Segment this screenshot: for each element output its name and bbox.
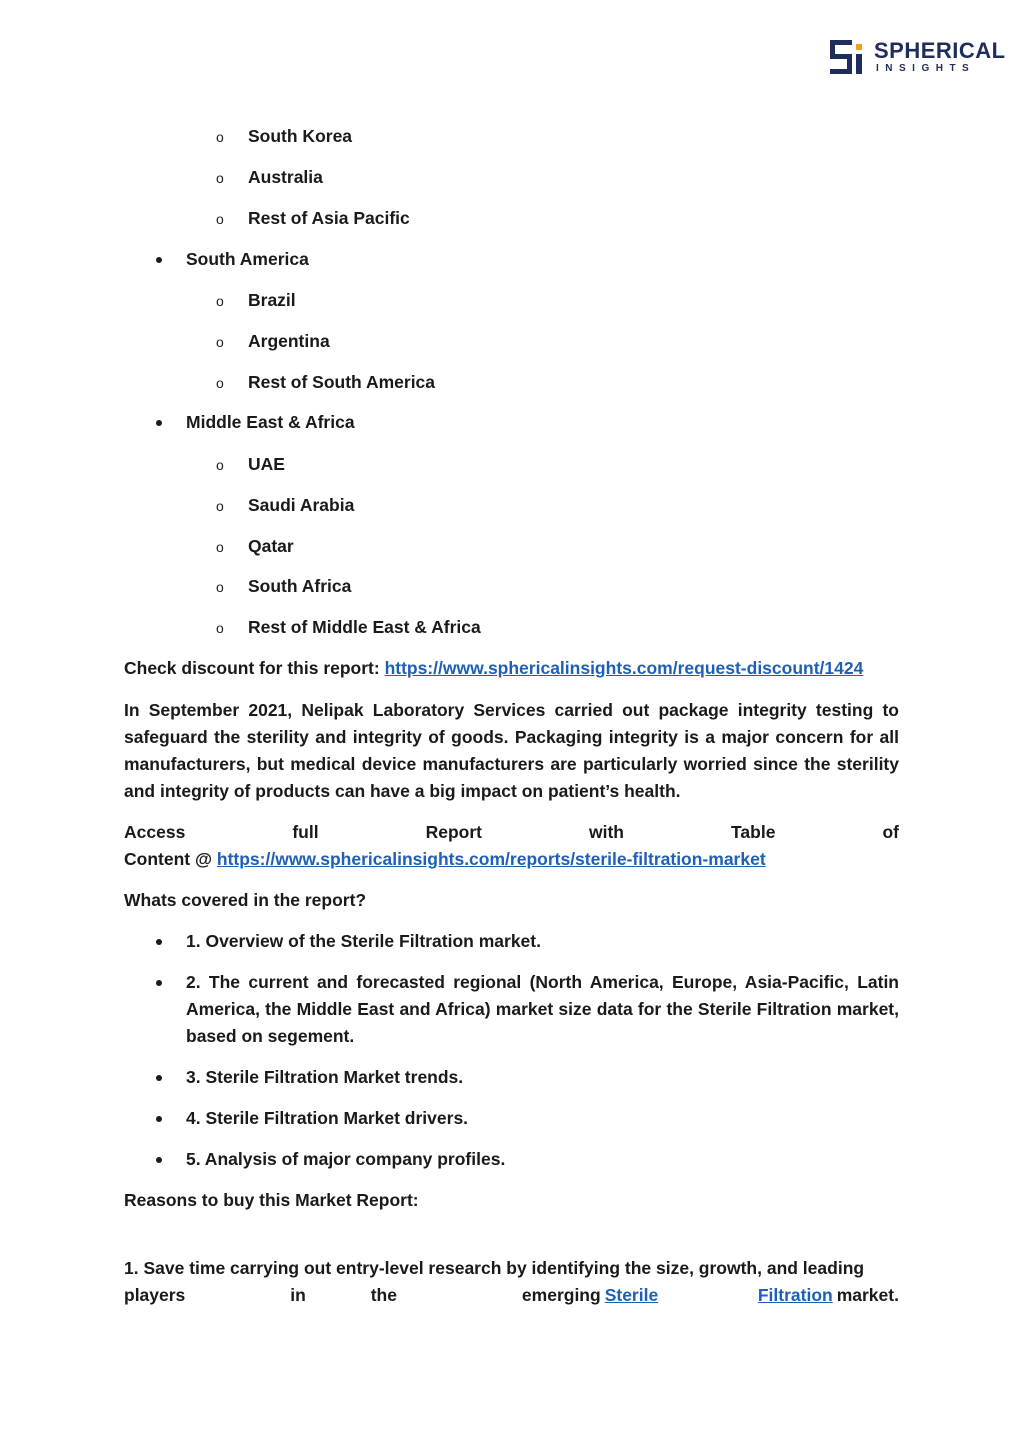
reason-link-group <box>522 1282 899 1309</box>
news-paragraph: In September 2021, Nelipak Laboratory Services carried out package integrity testing to safeguard the sterility and integrity of goods. Packaging integrity is a major concern for all manufacturers, but medical device manufacturers are particularly worried since the sterility and integrity of products can have a big impact on patient’s health. <box>124 700 899 801</box>
reason-text: 1. Save time carrying out entry-level research by identifying the size, growth, and leading <box>124 1258 865 1278</box>
reason-word: market. <box>836 1285 899 1305</box>
bullet-icon <box>156 1075 162 1081</box>
reason-line-2 <box>124 1282 899 1309</box>
bullet-icon <box>156 1116 162 1122</box>
reason-word: players <box>124 1285 186 1305</box>
list-item: South Africa <box>248 576 352 596</box>
list-item: Rest of Asia Pacific <box>248 208 410 228</box>
list-item: 5. Analysis of major company profiles. <box>186 1149 506 1169</box>
list-item: UAE <box>248 454 285 474</box>
list-item: Rest of Middle East & Africa <box>248 617 481 637</box>
logo-text-primary: SPHERICAL <box>874 38 1006 63</box>
sub-bullet-icon: o <box>216 293 224 309</box>
access-word: Report <box>425 822 482 842</box>
report-link[interactable]: https://www.sphericalinsights.com/reports/sterile-filtration-market <box>216 849 766 869</box>
reason-word: in <box>290 1285 306 1305</box>
list-item: 1. Overview of the Sterile Filtration market. <box>186 931 541 951</box>
sub-bullet-icon: o <box>216 579 224 595</box>
list-item: Rest of South America <box>248 372 436 392</box>
access-word: Table <box>731 822 776 842</box>
reason-line-1 <box>124 1255 899 1282</box>
sub-bullet-icon: o <box>216 211 224 227</box>
list-item: Brazil <box>248 290 296 310</box>
sub-bullet-icon: o <box>216 375 224 391</box>
logo-mark-icon <box>830 40 866 74</box>
region-heading: Middle East & Africa <box>186 412 355 432</box>
bullet-icon <box>156 980 162 986</box>
link-word: Sterile <box>604 1285 659 1305</box>
content-label: Content @ <box>124 849 217 869</box>
sub-bullet-icon: o <box>216 457 224 473</box>
bullet-icon <box>156 939 162 945</box>
report-link-line <box>124 846 766 873</box>
access-word: of <box>882 822 899 842</box>
discount-label: Check discount for this report: <box>124 658 385 678</box>
sub-bullet-icon: o <box>216 498 224 514</box>
list-item: 3. Sterile Filtration Market trends. <box>186 1067 464 1087</box>
access-word: full <box>292 822 319 842</box>
list-item: Qatar <box>248 536 294 556</box>
discount-link[interactable]: https://www.sphericalinsights.com/request-discount/1424 <box>384 658 864 678</box>
sub-bullet-icon: o <box>216 539 224 555</box>
sterile-filtration-link[interactable] <box>605 1282 833 1309</box>
sub-bullet-icon: o <box>216 620 224 636</box>
list-item: South Korea <box>248 126 353 146</box>
access-word: with <box>589 822 624 842</box>
bullet-icon <box>156 420 162 426</box>
company-logo <box>830 38 1006 78</box>
list-item: Saudi Arabia <box>248 495 355 515</box>
bullet-icon <box>156 257 162 263</box>
sub-bullet-icon: o <box>216 170 224 186</box>
sub-bullet-icon: o <box>216 129 224 145</box>
list-item: 2. The current and forecasted regional (North America, Europe, Asia-Pacific, Latin America, the Middle East and Africa) market size data for the Sterile Filtration market, based on segement. <box>186 972 899 1046</box>
access-word: Access <box>124 822 186 842</box>
reasons-heading: Reasons to buy this Market Report: <box>124 1190 419 1210</box>
discount-line <box>124 655 863 682</box>
list-item: Australia <box>248 167 323 187</box>
region-heading: South America <box>186 249 309 269</box>
bullet-icon <box>156 1157 162 1163</box>
sub-bullet-icon: o <box>216 334 224 350</box>
access-line <box>124 819 899 846</box>
list-item: Argentina <box>248 331 330 351</box>
list-item: 4. Sterile Filtration Market drivers. <box>186 1108 469 1128</box>
covered-heading: Whats covered in the report? <box>124 890 367 910</box>
reason-word: the <box>370 1285 397 1305</box>
logo-text-secondary: INSIGHTS <box>876 63 976 74</box>
reason-word: emerging <box>521 1285 601 1305</box>
link-word: Filtration <box>757 1285 833 1305</box>
